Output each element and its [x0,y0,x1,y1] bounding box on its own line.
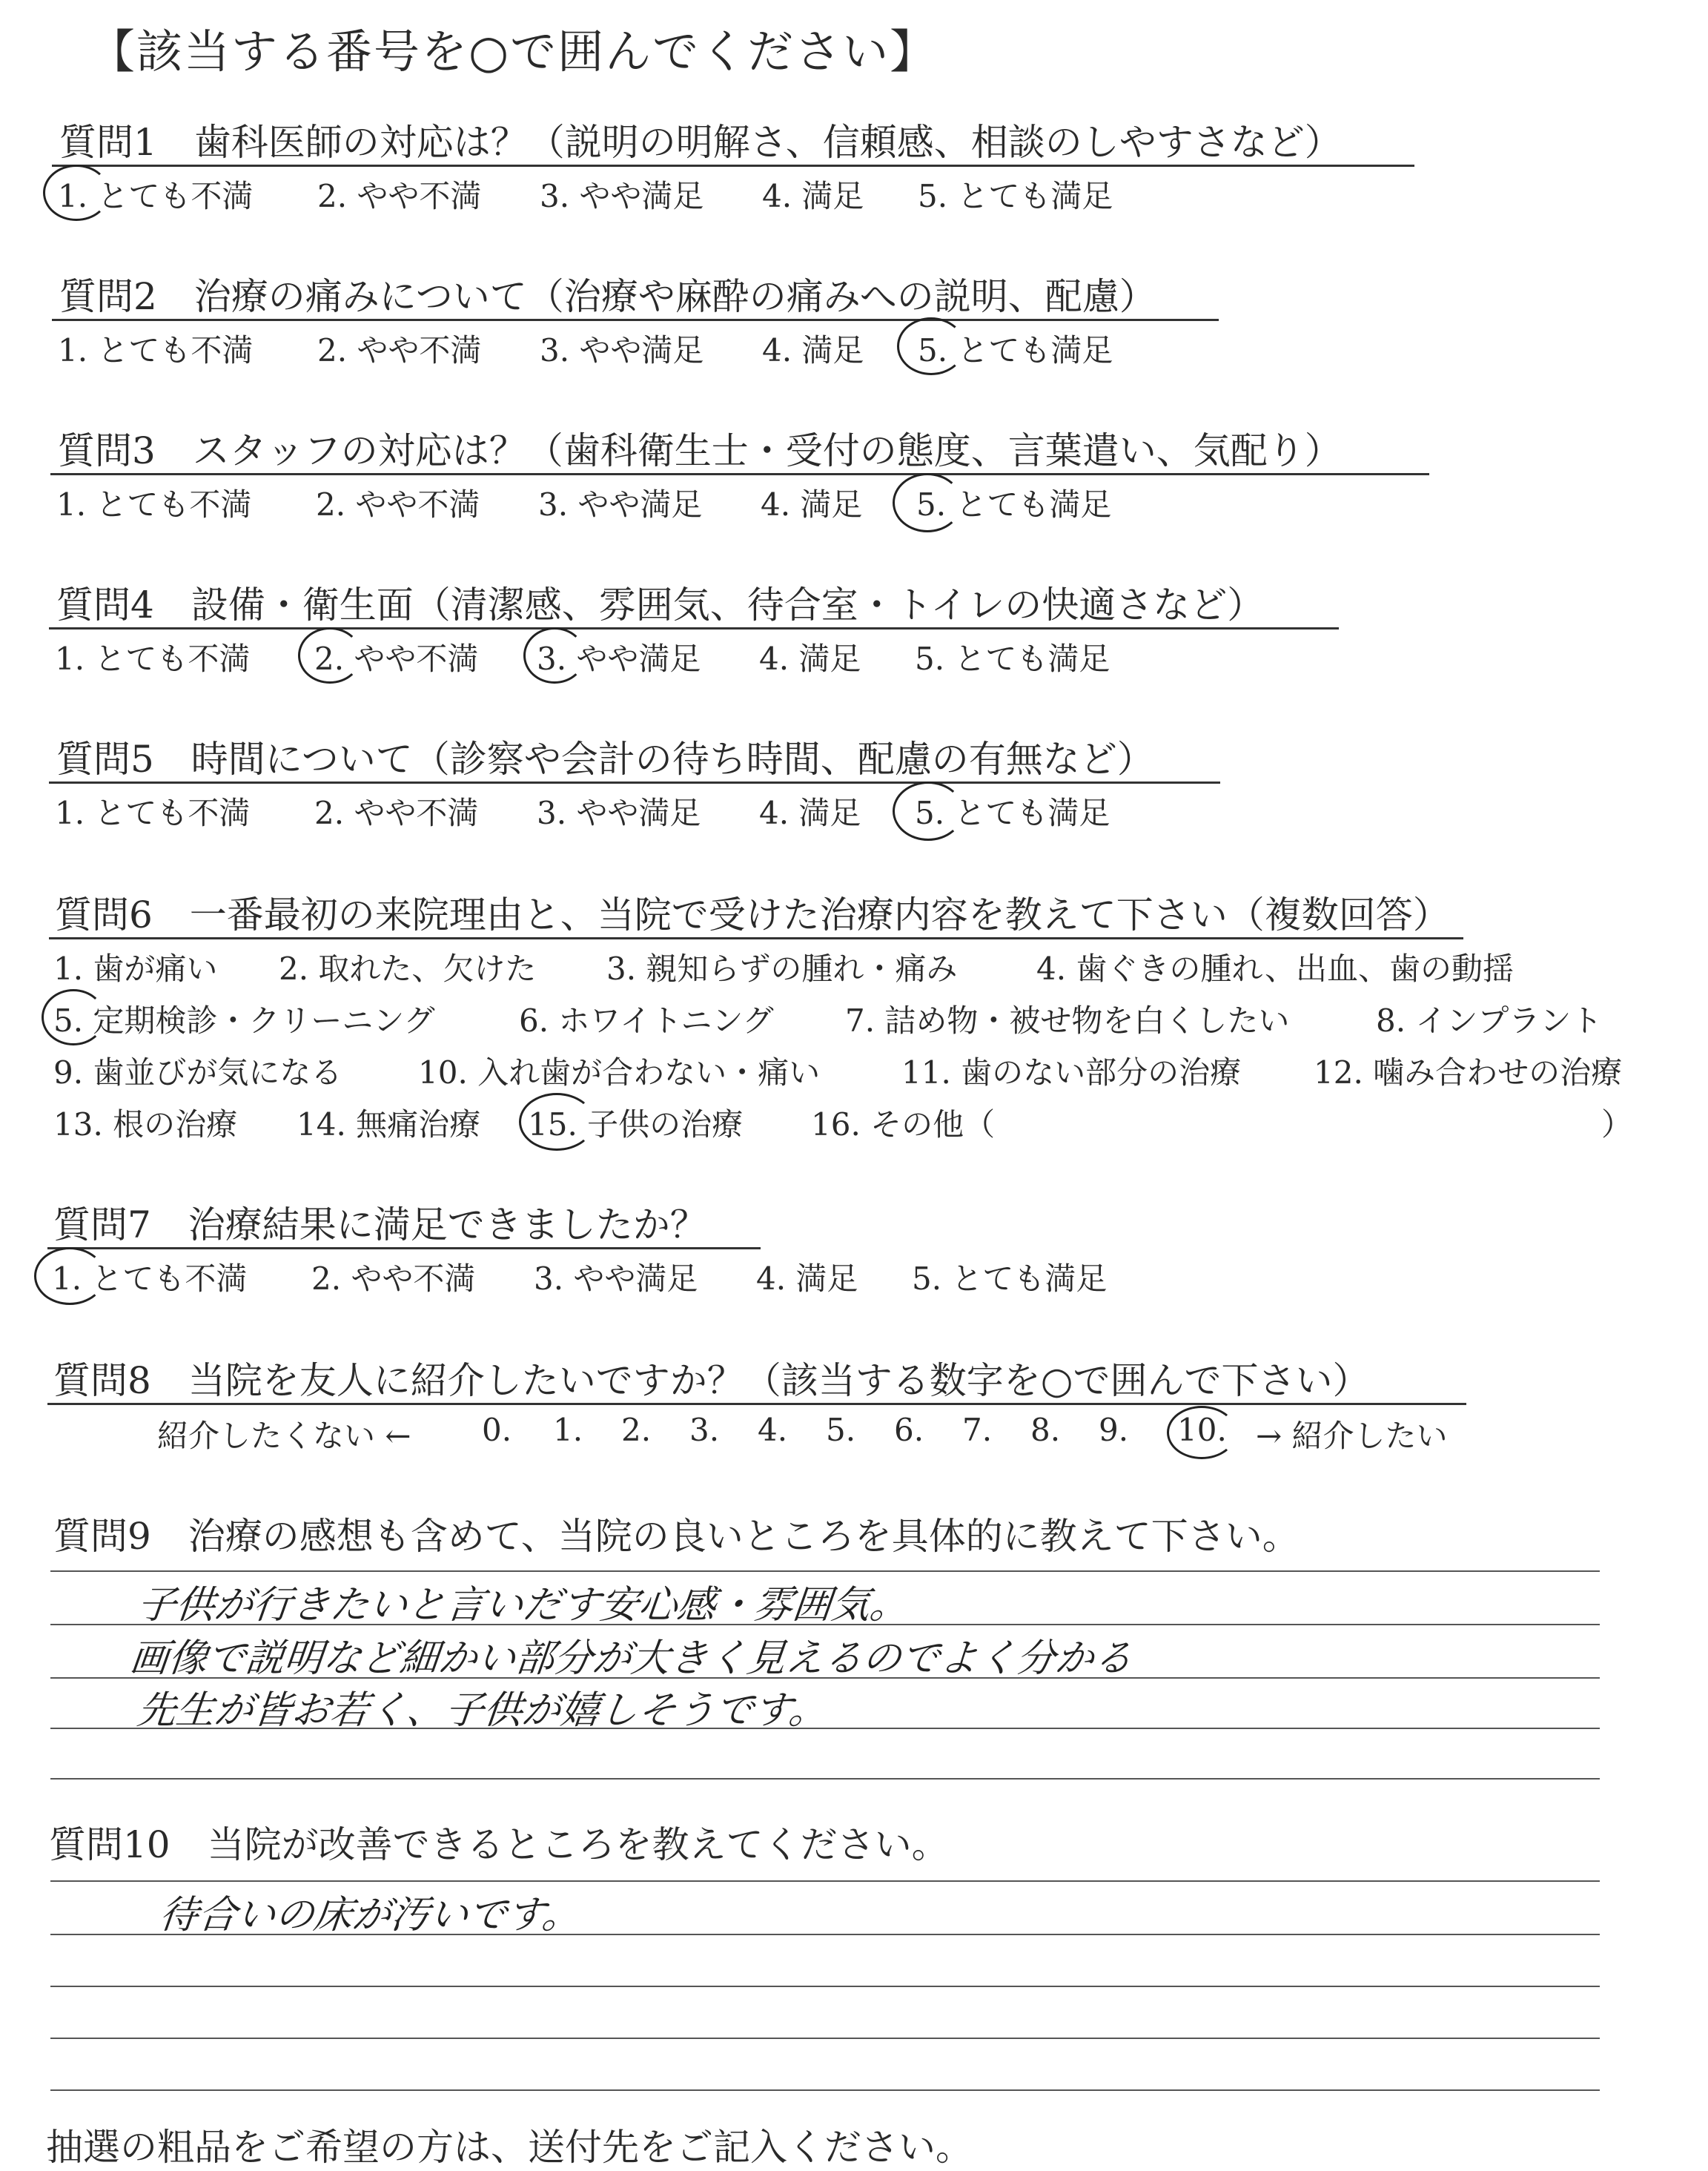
q1-selection-circle [43,165,110,221]
q5-selection-circle [893,782,964,841]
q5-underline [49,782,1220,784]
q1-option-1[interactable]: 1. とても不満 [58,178,254,214]
q8-underline [47,1403,1466,1405]
q2-option-5[interactable]: 5. とても満足 [918,332,1113,369]
q10-line [50,2089,1600,2091]
q8-option-4[interactable]: 4. [758,1412,788,1448]
q2-selection-circle [897,317,965,375]
q3-option-4[interactable]: 4. 満足 [761,486,863,523]
q6-underline [49,937,1463,939]
footer-note: 抽選の粗品をご希望の方は、送付先をご記入ください。 [46,2126,973,2169]
q8-label: 質問8 当院を友人に紹介したいですか？（該当する数字を○で囲んで下さい） [53,1359,1370,1402]
q7-option-5[interactable]: 5. とても満足 [912,1260,1108,1297]
q6-other-close-paren: ） [1601,1106,1633,1143]
q4-underline [49,627,1339,630]
q6-option-10[interactable]: 10. 入れ歯が合わない・痛い [418,1054,821,1091]
q3-label: 質問3 スタッフの対応は？（歯科衛生士・受付の態度、言葉遣い、気配り） [58,429,1342,472]
q8-right-label: → 紹介したい [1256,1418,1448,1454]
q8-left-label: 紹介したくない ← [157,1418,411,1454]
q6-option-13[interactable]: 13. 根の治療 [53,1106,238,1143]
q6-option-15[interactable]: 15. 子供の治療 [528,1106,744,1143]
q1-option-4[interactable]: 4. 満足 [762,178,864,214]
q3-option-3[interactable]: 3. やや満足 [538,486,703,523]
q6-option-4[interactable]: 4. 歯ぐきの腫れ、出血、歯の動揺 [1036,951,1514,987]
q4-option-5[interactable]: 5. とても満足 [915,641,1110,677]
q5-option-2[interactable]: 2. やや不満 [314,795,479,831]
q8-option-5[interactable]: 5. [826,1412,856,1448]
q4-option-4[interactable]: 4. 満足 [759,641,861,677]
q8-option-0[interactable]: 0. [482,1412,512,1448]
q6-option-9[interactable]: 9. 歯並びが気になる [53,1054,342,1091]
q2-option-1[interactable]: 1. とても不満 [58,332,254,369]
q3-underline [50,473,1429,475]
q1-option-2[interactable]: 2. やや不満 [317,178,482,214]
q7-option-1[interactable]: 1. とても不満 [52,1260,248,1297]
q6-label: 質問6 一番最初の来院理由と、当院で受けた治療内容を教えて下さい（複数回答） [55,893,1450,936]
q6-option-7[interactable]: 7. 詰め物・被せ物を白くしたい [845,1002,1290,1039]
q3-option-1[interactable]: 1. とても不満 [56,486,252,523]
q6-option-14[interactable]: 14. 無痛治療 [297,1106,481,1143]
q2-underline [52,319,1219,321]
q9-line [50,1570,1600,1572]
q10-answer-line-1: 待合いの床が汚いです。 [157,1893,583,1937]
q6-selection-circle-5 [42,989,105,1045]
q2-label: 質問2 治療の痛みについて（治療や麻酔の痛みへの説明、配慮） [59,275,1156,318]
q2-option-2[interactable]: 2. やや不満 [317,332,482,369]
q6-option-1[interactable]: 1. 歯が痛い [53,951,218,987]
q6-option-8[interactable]: 8. インプラント [1376,1002,1603,1039]
q4-label: 質問4 設備・衛生面（清潔感、雰囲気、待合室・トイレの快適さなど） [56,584,1265,627]
q6-option-16[interactable]: 16. その他（ [811,1106,996,1143]
q10-line [50,1880,1600,1882]
q3-selection-circle [893,473,962,532]
q8-option-7[interactable]: 7. [962,1412,993,1448]
q1-option-5[interactable]: 5. とても満足 [918,178,1113,214]
q6-option-3[interactable]: 3. 親知らずの腫れ・痛み [606,951,958,987]
q8-selection-circle [1167,1406,1237,1459]
q10-line [50,2038,1600,2039]
q9-answer-line-2: 画像で説明など細かい部分が大きく見えるのでよく分かる [128,1636,1135,1681]
q8-option-3[interactable]: 3. [689,1412,720,1448]
q5-label: 質問5 時間について（診察や会計の待ち時間、配慮の有無など） [56,738,1154,781]
q4-selection-circle-2 [298,627,362,684]
q6-option-5[interactable]: 5. 定期検診・クリーニング [53,1002,435,1039]
q7-option-2[interactable]: 2. やや不満 [311,1260,476,1297]
q10-label: 質問10 当院が改善できるところを教えてください。 [49,1823,949,1866]
q7-selection-circle [34,1247,105,1305]
q1-underline [52,165,1414,167]
q8-option-2[interactable]: 2. [621,1412,652,1448]
q4-option-2[interactable]: 2. やや不満 [314,641,479,677]
q7-option-3[interactable]: 3. やや満足 [534,1260,698,1297]
q10-line [50,1986,1600,1987]
q6-option-12[interactable]: 12. 噛み合わせの治療 [1314,1054,1623,1091]
q3-option-2[interactable]: 2. やや不満 [316,486,480,523]
q5-option-4[interactable]: 4. 満足 [759,795,861,831]
q6-option-2[interactable]: 2. 取れた、欠けた [279,951,537,987]
q2-option-4[interactable]: 4. 満足 [762,332,864,369]
q8-option-10[interactable]: 10. [1177,1412,1227,1448]
q5-option-1[interactable]: 1. とても不満 [55,795,251,831]
q3-option-5[interactable]: 5. とても満足 [916,486,1112,523]
q7-underline [47,1247,761,1249]
q5-option-5[interactable]: 5. とても満足 [915,795,1110,831]
q6-selection-circle-15 [519,1093,595,1151]
q8-option-6[interactable]: 6. [894,1412,924,1448]
q9-answer-line-3: 先生が皆お若く、子供が嬉しそうです。 [135,1688,830,1733]
q4-option-3[interactable]: 3. やや満足 [537,641,701,677]
q6-option-11[interactable]: 11. 歯のない部分の治療 [901,1054,1242,1091]
q9-line [50,1778,1600,1780]
q9-label: 質問9 治療の感想も含めて、当院の良いところを具体的に教えて下さい。 [53,1515,1300,1558]
q5-option-3[interactable]: 3. やや満足 [537,795,701,831]
q8-option-1[interactable]: 1. [553,1412,583,1448]
page-title: 【該当する番号を○で囲んでください】 [89,24,938,79]
q1-label: 質問1 歯科医師の対応は？（説明の明解さ、信頼感、相談のしやすさなど） [59,121,1342,164]
q8-option-9[interactable]: 9. [1099,1412,1129,1448]
q9-answer-line-1: 子供が行きたいと言いだす安心感・雰囲気。 [135,1583,911,1628]
q6-option-6[interactable]: 6. ホワイトニング [519,1002,774,1039]
q8-option-8[interactable]: 8. [1030,1412,1061,1448]
q4-selection-circle-3 [523,627,586,684]
q7-option-4[interactable]: 4. 満足 [756,1260,858,1297]
q7-label: 質問7 治療結果に満足できましたか？ [53,1203,707,1246]
q4-option-1[interactable]: 1. とても不満 [55,641,251,677]
q1-option-3[interactable]: 3. やや満足 [540,178,704,214]
q2-option-3[interactable]: 3. やや満足 [540,332,704,369]
